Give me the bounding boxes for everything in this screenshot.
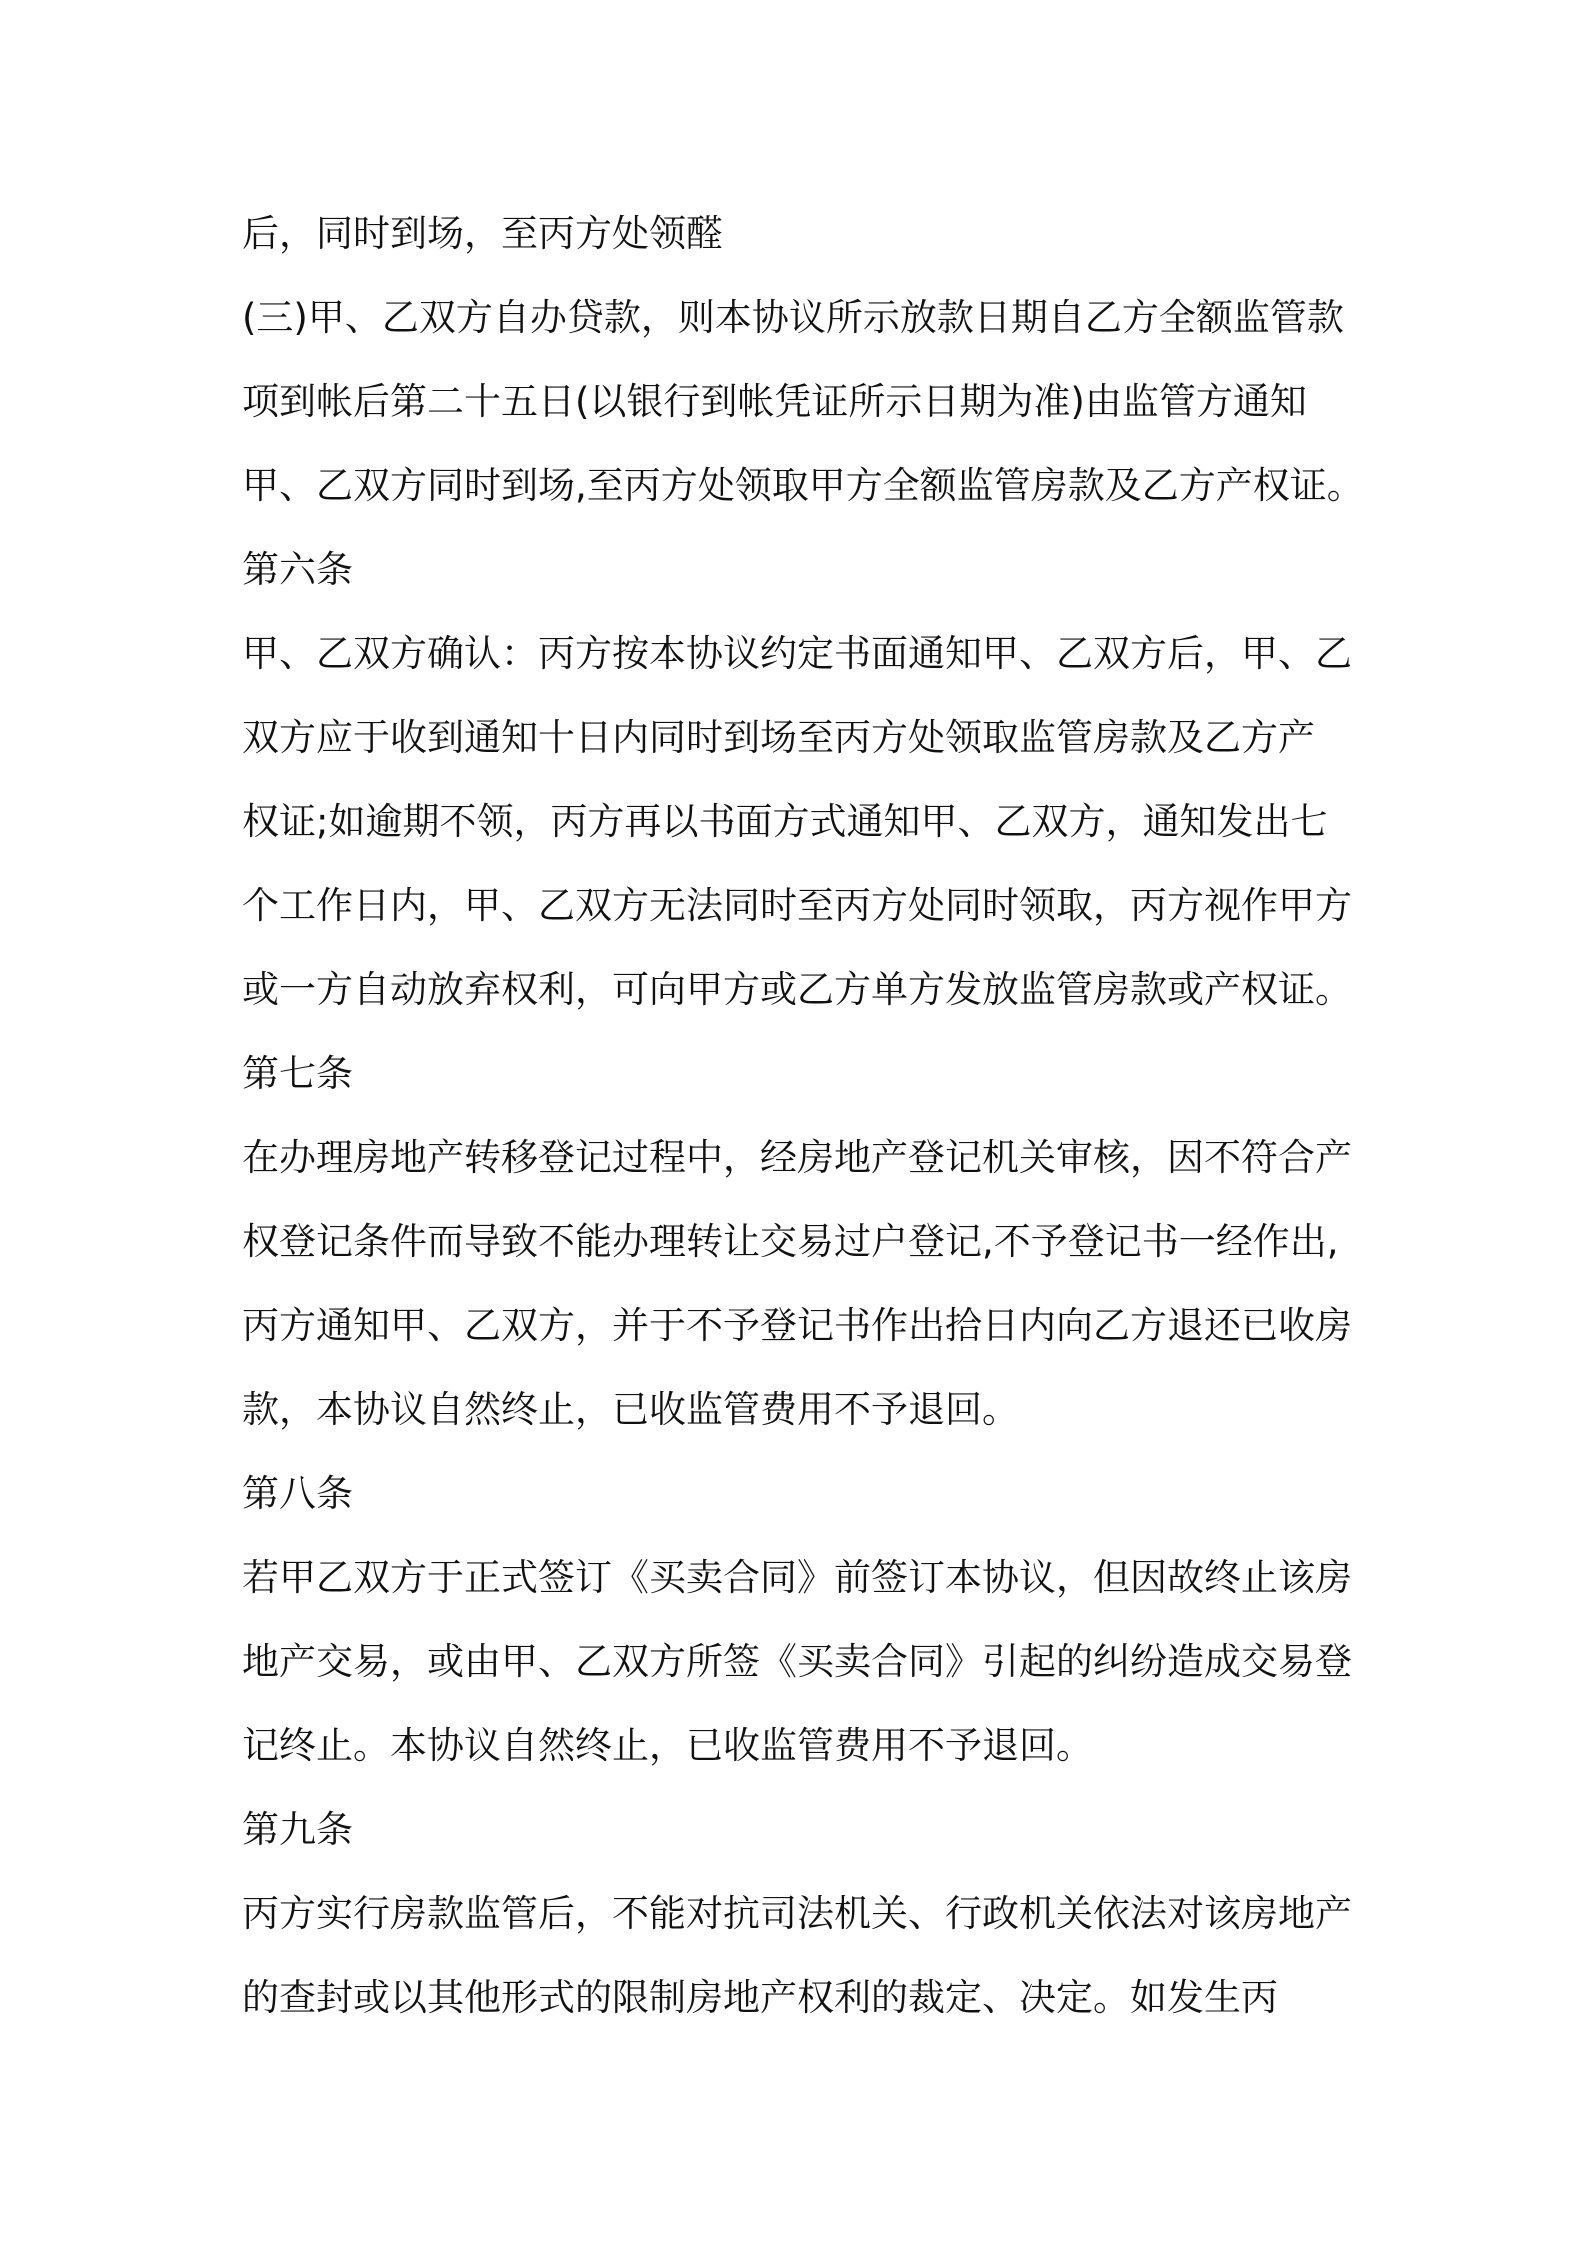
text-line: 甲、乙双方确认：丙方按本协议约定书面通知甲、乙双方后，甲、乙	[242, 632, 1352, 675]
text-line: (三)甲、乙双方自办贷款，则本协议所示放款日期自乙方全额监管款	[242, 296, 1344, 339]
section-heading-article-8: 第八条	[242, 1472, 353, 1515]
text-line: 款，本协议自然终止，已收监管费用不予退回。	[242, 1388, 1019, 1431]
document-body	[242, 192, 1382, 2040]
text-line: 后，同时到场，至丙方处领醛	[242, 212, 723, 255]
section-heading-article-9: 第九条	[242, 1808, 353, 1851]
text-line: 或一方自动放弃权利，可向甲方或乙方单方发放监管房款或产权证。	[242, 968, 1352, 1011]
text-line: 若甲乙双方于正式签订《买卖合同》前签订本协议，但因故终止该房	[242, 1556, 1352, 1599]
section-heading-article-7: 第七条	[242, 1052, 353, 1095]
text-line: 双方应于收到通知十日内同时到场至丙方处领取监管房款及乙方产	[242, 716, 1315, 759]
text-line: 甲、乙双方同时到场,至丙方处领取甲方全额监管房款及乙方产权证。	[242, 464, 1364, 507]
text-line: 记终止。本协议自然终止，已收监管费用不予退回。	[242, 1724, 1093, 1767]
text-line: 个工作日内，甲、乙双方无法同时至丙方处同时领取，丙方视作甲方	[242, 884, 1352, 927]
text-line: 地产交易，或由甲、乙双方所签《买卖合同》引起的纠纷造成交易登	[242, 1640, 1352, 1683]
section-heading-article-6: 第六条	[242, 548, 353, 591]
text-line: 丙方实行房款监管后，不能对抗司法机关、行政机关依法对该房地产	[242, 1892, 1352, 1935]
text-line: 权登记条件而导致不能办理转让交易过户登记,不予登记书一经作出,	[242, 1220, 1339, 1263]
text-line: 在办理房地产转移登记过程中，经房地产登记机关审核，因不符合产	[242, 1136, 1352, 1179]
text-line: 的查封或以其他形式的限制房地产权利的裁定、决定。如发生丙	[242, 1976, 1278, 2019]
text-line: 项到帐后第二十五日(以银行到帐凭证所示日期为准)由监管方通知	[242, 380, 1307, 423]
text-line: 丙方通知甲、乙双方，并于不予登记书作出拾日内向乙方退还已收房	[242, 1304, 1352, 1347]
text-line: 权证;如逾期不领，丙方再以书面方式通知甲、乙双方，通知发出七	[242, 800, 1328, 843]
